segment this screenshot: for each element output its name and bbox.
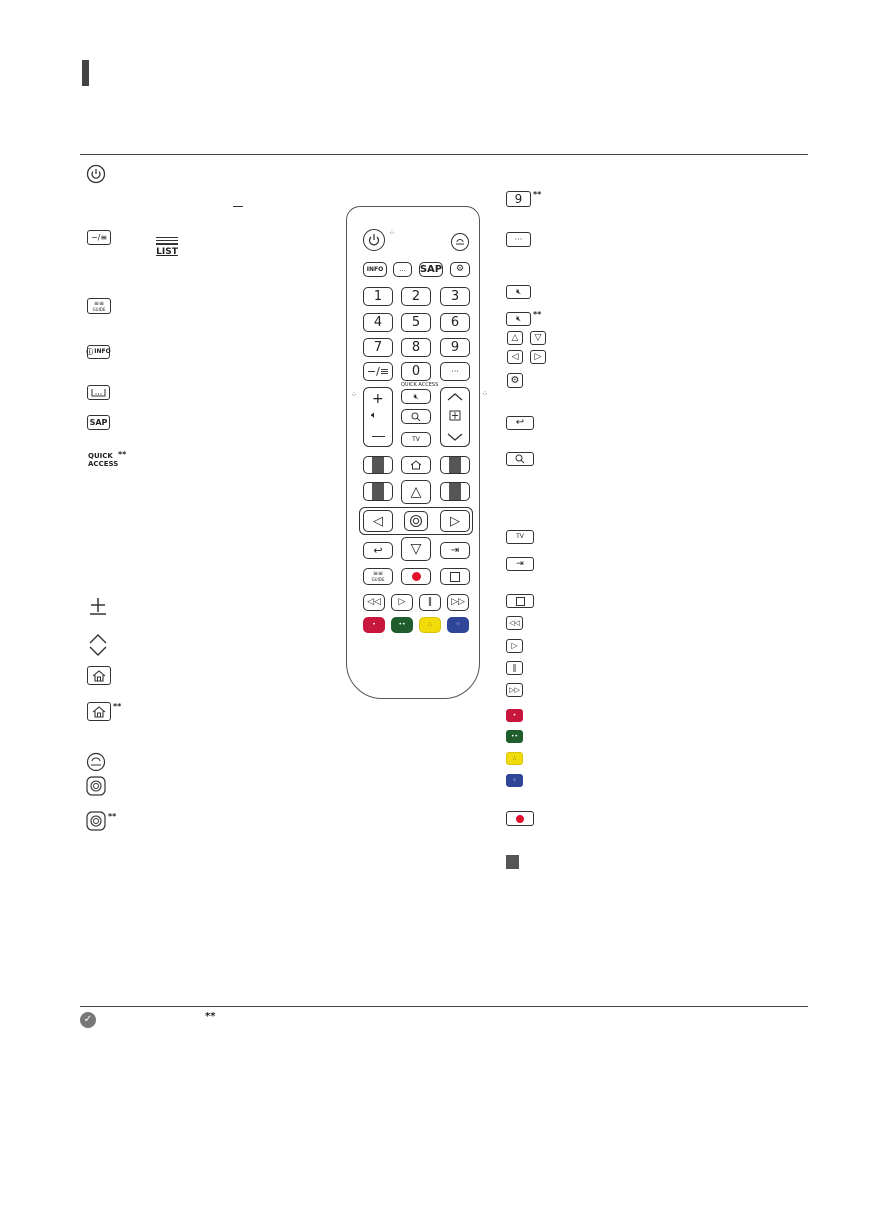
back-icon: ↩: [506, 416, 534, 430]
input-icon: [86, 752, 106, 772]
more-icon: ···: [506, 232, 531, 247]
pause-icon: ‖: [506, 661, 523, 675]
remote-back-button[interactable]: ↩: [363, 542, 393, 559]
ok-wheel-icon: [86, 776, 106, 796]
remote-ffwd-button[interactable]: ▷▷: [447, 594, 469, 611]
guide-icon: ≡≡ GUIDE: [87, 298, 111, 314]
guide-label: GUIDE: [92, 306, 106, 312]
remote-control-illustration: [346, 206, 480, 699]
remote-gray-key-4[interactable]: [440, 482, 470, 501]
remote-side-dots-left: ⁘: [351, 391, 357, 399]
exit-icon: ⇥: [506, 557, 534, 571]
info-icon: ⓘ INFO: [87, 345, 110, 359]
remote-tv-button[interactable]: TV: [401, 432, 431, 447]
down-arrow-icon: ▽: [530, 331, 546, 345]
remote-settings-button[interactable]: ⚙: [450, 262, 470, 277]
bottom-divider: [80, 1006, 808, 1007]
remote-red-key[interactable]: •: [363, 617, 385, 633]
stop-icon: [506, 594, 534, 608]
yellow-key-icon: ∴: [506, 752, 523, 765]
subtitle-icon: [87, 385, 110, 400]
remote-yellow-key[interactable]: ∴: [419, 617, 441, 633]
remote-home-button[interactable]: [401, 456, 431, 474]
remote-rewind-button[interactable]: ◁◁: [363, 594, 385, 611]
remote-key-6[interactable]: 6: [440, 313, 470, 332]
blue-key-icon: ⁘: [506, 774, 523, 787]
remote-input-button[interactable]: [451, 233, 469, 251]
remote-gray-key-3[interactable]: [363, 482, 393, 501]
remote-info-button[interactable]: INFO: [363, 262, 387, 277]
remote-sap-button[interactable]: SAP: [419, 262, 443, 277]
remote-more-button[interactable]: ···: [440, 362, 470, 381]
remote-ok-button[interactable]: [404, 511, 428, 531]
remote-key-8[interactable]: 8: [401, 338, 431, 357]
left-arrow-icon: ◁: [507, 350, 523, 364]
ok-wheel-long-icon: [86, 811, 106, 831]
remote-stop-button[interactable]: [440, 568, 470, 585]
nine-key-icon: 9: [506, 191, 531, 207]
remote-key-2[interactable]: 2: [401, 287, 431, 306]
power-icon: [86, 164, 106, 184]
list-label: LIST: [156, 246, 178, 257]
remote-pause-button[interactable]: ‖: [419, 594, 441, 611]
channel-plus-icon: [87, 596, 109, 618]
remote-up-button[interactable]: △: [401, 480, 431, 504]
remote-key-1[interactable]: 1: [363, 287, 393, 306]
remote-guide-button[interactable]: ≡≡ GUIDE: [363, 568, 393, 585]
remote-power-button[interactable]: [363, 229, 385, 251]
top-divider: [80, 154, 808, 155]
sap-icon: SAP: [87, 415, 110, 430]
dash-symbol: [233, 206, 243, 207]
quick-access-caption: QUICK ACCESS: [401, 382, 439, 388]
page-up-down-icon: [87, 632, 109, 658]
green-key-icon: ••: [506, 730, 523, 743]
remote-key-3[interactable]: 3: [440, 287, 470, 306]
remote-gray-key-1[interactable]: [363, 456, 393, 474]
remote-channel-rocker[interactable]: [440, 387, 470, 447]
power-dots: ⁘: [389, 229, 395, 237]
quick-access-icon: QUICK ACCESS: [88, 452, 119, 468]
note-check-icon: ✓: [80, 1012, 96, 1028]
remote-mute-button[interactable]: 🔇︎: [401, 389, 431, 404]
ok-wheel-long-marker: **: [108, 812, 117, 821]
remote-play-button[interactable]: ▷: [391, 594, 413, 611]
home-long-marker: **: [113, 702, 122, 711]
mute-icon: 🔇︎: [506, 285, 531, 299]
remote-green-key[interactable]: ••: [391, 617, 413, 633]
remote-volume-rocker[interactable]: + 🔈︎: [363, 387, 393, 447]
tv-icon: TV: [506, 530, 534, 544]
up-arrow-icon: △: [507, 331, 523, 345]
list-icon: [156, 237, 178, 257]
red-key-icon: •: [506, 709, 523, 722]
home-icon: [87, 666, 111, 685]
remote-key-9[interactable]: 9: [440, 338, 470, 357]
home-long-icon: [87, 702, 111, 721]
mute-long-icon: 🔇︎: [506, 312, 531, 326]
nine-key-marker: **: [533, 190, 542, 199]
remote-exit-button[interactable]: ⇥: [440, 542, 470, 559]
remote-key-5[interactable]: 5: [401, 313, 431, 332]
ffwd-icon: ▷▷: [506, 683, 523, 697]
search-icon: [506, 452, 534, 466]
settings-icon: ⚙: [507, 373, 523, 388]
quick-access-marker: **: [118, 450, 127, 459]
remote-key-7[interactable]: 7: [363, 338, 393, 357]
remote-key-0[interactable]: 0: [401, 362, 431, 381]
remote-down-button[interactable]: ▽: [401, 537, 431, 561]
section-marker: [82, 60, 89, 86]
dash-list-icon: −/≡: [87, 230, 111, 245]
remote-record-button[interactable]: [401, 568, 431, 585]
record-icon: [506, 811, 534, 826]
remote-list-button[interactable]: −/≡: [363, 362, 393, 381]
gray-block-icon: [506, 855, 519, 869]
remote-blue-key[interactable]: ⁘: [447, 617, 469, 633]
play-icon: ▷: [506, 639, 523, 653]
remote-subtitle-button[interactable]: ...: [393, 262, 412, 277]
rewind-icon: ◁◁: [506, 616, 523, 630]
remote-search-button[interactable]: [401, 409, 431, 424]
right-arrow-icon: ▷: [530, 350, 546, 364]
info-label: INFO: [94, 348, 111, 355]
remote-key-4[interactable]: 4: [363, 313, 393, 332]
mute-long-marker: **: [533, 310, 542, 319]
remote-left-button[interactable]: ◁: [363, 510, 393, 532]
remote-right-button[interactable]: ▷: [440, 510, 470, 532]
remote-side-dots-right: ⁘: [482, 390, 488, 398]
note-marker: **: [205, 1011, 216, 1022]
remote-gray-key-2[interactable]: [440, 456, 470, 474]
